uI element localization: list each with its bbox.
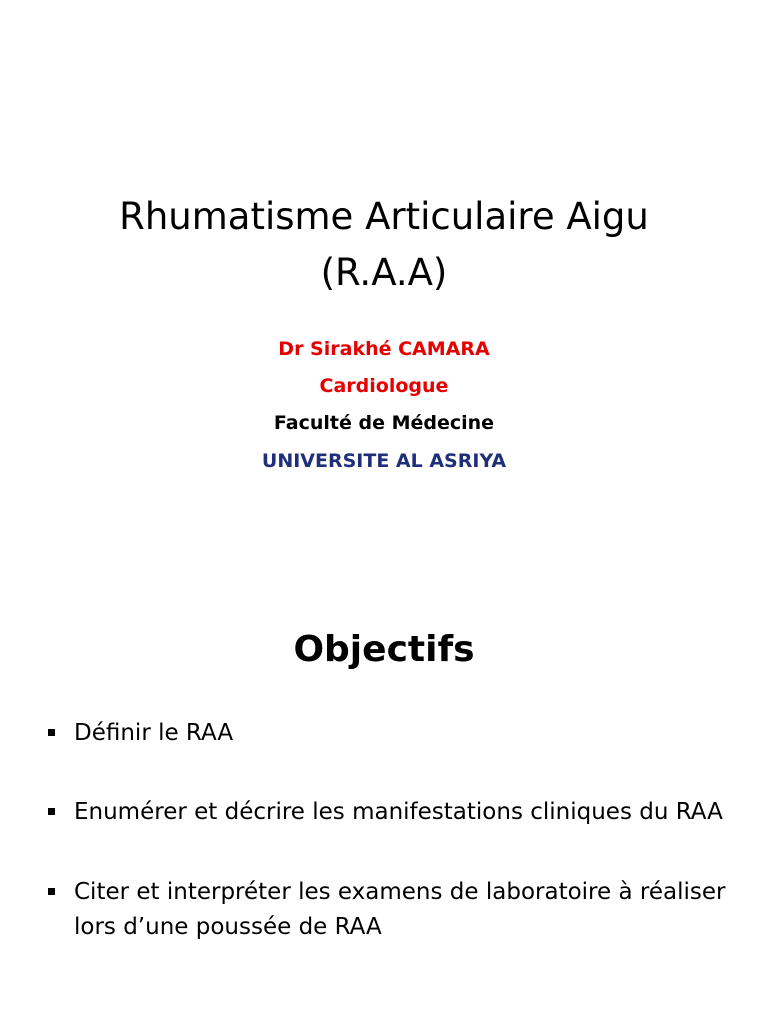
presentation-title-line-1: Rhumatisme Articulaire Aigu — [119, 195, 649, 238]
square-bullet-icon — [48, 808, 55, 815]
objective-text: Définir le RAA — [74, 720, 234, 746]
presentation-title-line-2: (R.A.A) — [320, 251, 448, 294]
square-bullet-icon — [48, 729, 55, 736]
faculty-name: Faculté de Médecine — [273, 412, 495, 434]
objectives-list — [46, 716, 736, 990]
objective-text: Citer et interpréter les examens de laboratoire à réaliser lors d’une poussée de RAA — [74, 879, 726, 940]
university-name: UNIVERSITE AL ASRIYA — [261, 450, 507, 472]
author-role: Cardiologue — [319, 375, 449, 397]
author-name: Dr Sirakhé CAMARA — [278, 338, 490, 360]
objective-text: Enumérer et décrire les manifestations cliniques du RAA — [74, 799, 723, 825]
objective-item — [46, 716, 736, 751]
objective-item — [46, 795, 736, 830]
objective-item — [46, 875, 736, 945]
objectives-title: Objectifs — [293, 629, 475, 670]
square-bullet-icon — [48, 888, 55, 895]
objectives-slide — [0, 576, 768, 1024]
